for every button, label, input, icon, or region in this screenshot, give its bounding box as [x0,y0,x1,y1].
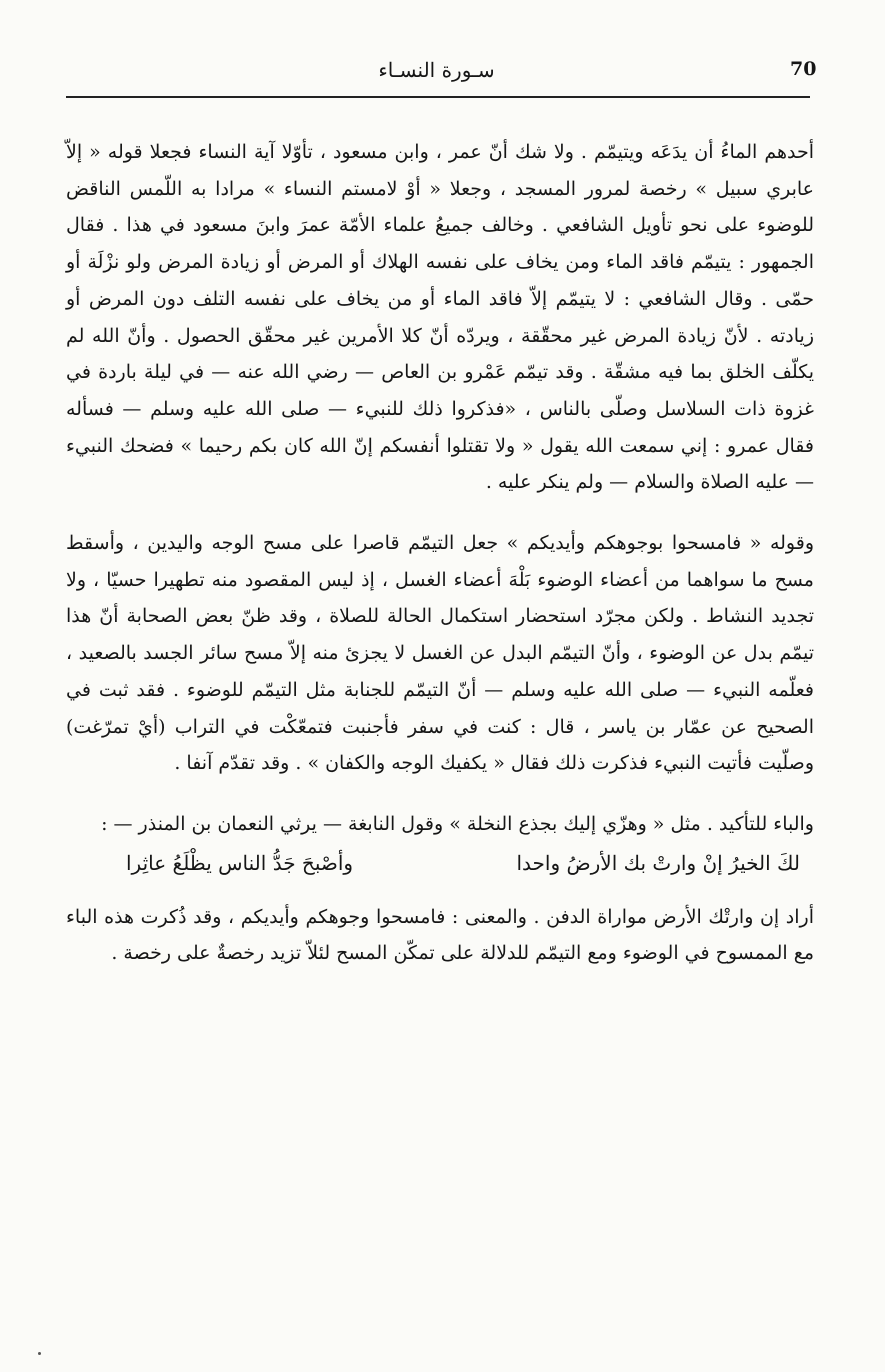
page-header [66,58,817,94]
paragraph-spacer [66,501,814,525]
scan-speck [38,1352,41,1355]
main-text [66,134,814,972]
paragraph-spacer [66,782,814,806]
header-rule [66,96,810,98]
poetry-verse [66,843,814,883]
verse-first-hemistich: لكَ الخيرُ إنْ وارتْ بك الأرضُ واحدا [516,850,800,875]
paragraph-2: وقوله « فامسحوا بوجوهكم وأيديكم » جعل التيمّم قاصرا على مسح الوجه واليدين ، وأسقط مسح ما سواهما من أعضاء الوضوء بَلْهَ أعضاء الغسل ، إذ ليس المقصود منه تطهيرا حسيّا ، ولا تجديد النشاط . ولكن مجرّد استحضار استكمال الحالة للصلاة ، وقد ظنّ بعض الصحابة أنّ هذا تيمّم بدل عن الوضوء ، وأنّ التيمّم البدل عن الغسل لا يجزئ منه إلاّ مسح سائر الجسد بالصعيد ، فعلّمه النبيء — صلى الله عليه وسلم — أنّ التيمّم للجنابة مثل التيمّم للوضوء . فقد ثبت في الصحيح عن عمّار بن ياسر ، قال : كنت في سفر فأجنبت فتمعّكْت في التراب (أيْ تمرّغت) وصلّيت فأتيت النبيء فذكرت ذلك فقال « يكفيك الوجه والكفان » . وقد تقدّم آنفا . [66,532,814,775]
paragraph-1: أحدهم الماءُ أن يدَعَه ويتيمّم . ولا شك أنّ عمر ، وابن مسعود ، تأوّلا آية النساء فجعلا قوله « إلاّ عابري سبيل » رخصة لمرور المسجد ، وجعلا « أوْ لامستم النساء » مرادا به اللّمس الناقض للوضوء على نحو تأويل الشافعي . وخالف جميعُ علماء الأمّة عمرَ وابنَ مسعود في هذا . فقال الجمهور : يتيمّم فاقد الماء ومن يخاف على نفسه الهلاك أو المرض أو زيادة المرض ولو نزْلَة أو حمّى . وقال الشافعي : لا يتيمّم إلاّ فاقد الماء أو من يخاف على نفسه التلف دون المرض أو زيادته . لأنّ زيادة المرض غير محقّقة ، ويردّه أنّ كلا الأمرين غير محقّق الحصول . وأنّ الله لم يكلّف الخلق بما فيه مشقّة . وقد تيمّم عَمْرو بن العاص — رضي الله عنه — في ليلة باردة في غزوة ذات السلاسل وصلّى بالناس ، «فذكروا ذلك للنبيء — صلى الله عليه وسلم — فسأله فقال عمرو : إني سمعت الله يقول « ولا تقتلوا أنفسكم إنّ الله كان بكم رحيما » فضحك النبيء — عليه الصلاة والسلام — ولم ينكر عليه . [66,141,814,494]
verse-second-hemistich: وأصْبحَ جَدُّ الناس يظْلَعُ عاثِرا [126,850,354,875]
paragraph-3: والباء للتأكيد . مثل « وهزّي إليك بجذع النخلة » وقول النابغة — يرثي النعمان بن المنذر — : [101,812,814,835]
running-title: سـورة النسـاء [378,58,495,82]
page-number: 70 [790,58,817,80]
paragraph-4: أراد إن وارتْك الأرض مواراة الدفن . والمعنى : فامسحوا وجوهكم وأيديكم ، وقد ذُكرت هذه الباء مع الممسوح في الوضوء ومع التيمّم للدلالة على تمكّن المسح لئلاّ تزيد رخصةٌ على رخصة . [66,905,814,965]
paragraph-spacer [66,883,814,899]
